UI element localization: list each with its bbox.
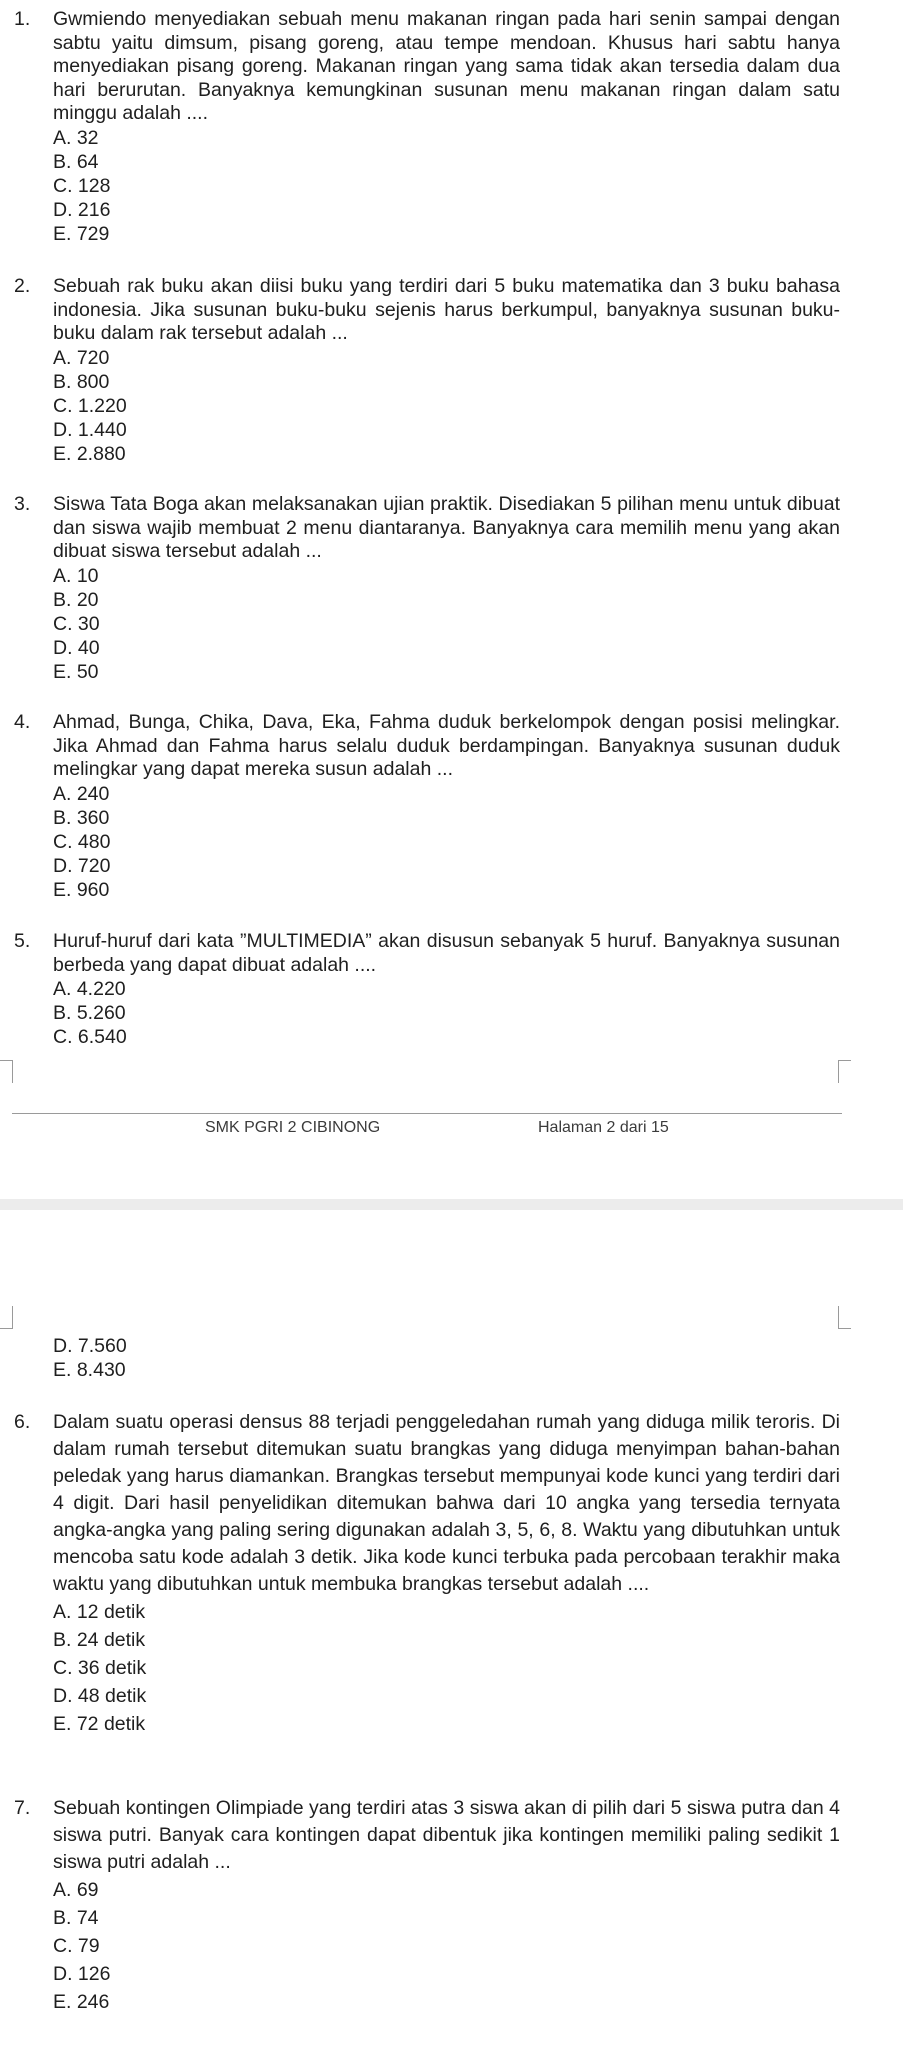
answer-options — [53, 126, 840, 246]
answer-options — [53, 1334, 840, 1382]
answer-option[interactable]: B. 5.260 — [53, 1002, 126, 1024]
answer-option[interactable]: C. 6.540 — [53, 1026, 127, 1048]
answer-option[interactable]: B. 24 detik — [53, 1629, 146, 1651]
footer-page-number: Halaman 2 dari 15 — [538, 1119, 669, 1136]
answer-option[interactable]: E. 8.430 — [53, 1359, 126, 1381]
question-number: 5. — [14, 930, 31, 952]
answer-option[interactable]: C. 128 — [53, 174, 111, 197]
answer-option[interactable]: D. 126 — [53, 1963, 111, 1985]
question-4 — [14, 711, 840, 902]
answer-option[interactable]: D. 7.560 — [53, 1335, 127, 1357]
question-2 — [14, 275, 840, 466]
question-6 — [14, 1409, 840, 1738]
answer-option[interactable]: A. 10 — [53, 564, 99, 587]
answer-option[interactable]: D. 216 — [53, 198, 111, 221]
question-3 — [14, 493, 840, 684]
document-page-2 — [0, 1210, 903, 2045]
answer-option[interactable]: A. 720 — [53, 346, 110, 369]
answer-option[interactable]: A. 69 — [53, 1879, 99, 1901]
margin-corner-mark — [838, 1306, 851, 1329]
answer-option[interactable]: C. 1.220 — [53, 394, 127, 417]
question-5-continued — [14, 1334, 840, 1382]
answer-option[interactable]: C. 36 detik — [53, 1657, 147, 1679]
answer-option[interactable]: C. 480 — [53, 830, 111, 853]
answer-option[interactable]: A. 240 — [53, 782, 110, 805]
question-number: 1. — [14, 8, 31, 30]
answer-option[interactable]: A. 4.220 — [53, 978, 126, 1000]
answer-option[interactable]: D. 48 detik — [53, 1685, 147, 1707]
answer-option[interactable]: B. 360 — [53, 806, 110, 829]
question-text: Huruf-huruf dari kata ”MULTIMEDIA” akan disusun sebanyak 5 huruf. Banyaknya susunan berbeda yang dapat dibuat adalah .... — [53, 930, 840, 976]
footer-divider — [12, 1113, 842, 1114]
answer-option[interactable]: E. 729 — [53, 222, 110, 245]
answer-option[interactable]: E. 50 — [53, 660, 99, 683]
question-number: 6. — [14, 1411, 31, 1433]
question-7 — [14, 1795, 840, 2016]
answer-option[interactable]: B. 64 — [53, 150, 99, 173]
margin-corner-mark — [0, 1060, 13, 1083]
question-5 — [14, 930, 840, 1049]
answer-option[interactable]: D. 720 — [53, 854, 111, 877]
question-text: Sebuah rak buku akan diisi buku yang terdiri dari 5 buku matematika dan 3 buku bahasa indonesia. Jika susunan buku-buku sejenis harus berkumpul, banyaknya susunan buku-buku dalam rak tersebut adalah ... — [53, 275, 840, 344]
answer-option[interactable]: B. 20 — [53, 588, 99, 611]
answer-option[interactable]: D. 1.440 — [53, 418, 127, 441]
answer-option[interactable]: B. 800 — [53, 370, 110, 393]
answer-option[interactable]: E. 2.880 — [53, 442, 126, 465]
margin-corner-mark — [838, 1060, 851, 1083]
page-separator — [0, 1199, 903, 1210]
answer-options — [53, 346, 840, 466]
answer-option[interactable]: A. 12 detik — [53, 1601, 146, 1623]
answer-option[interactable]: A. 32 — [53, 126, 99, 149]
answer-option[interactable]: E. 960 — [53, 878, 110, 901]
answer-option[interactable]: B. 74 — [53, 1907, 99, 1929]
question-text: Sebuah kontingen Olimpiade yang terdiri atas 3 siswa akan di pilih dari 5 siswa putra dan 4 siswa putri. Banyak cara kontingen dapat dibentuk jika kontingen memiliki paling sedikit 1 siswa putri adalah ... — [53, 1797, 840, 1873]
question-number: 3. — [14, 493, 31, 515]
margin-corner-mark — [0, 1306, 13, 1329]
answer-option[interactable]: E. 72 detik — [53, 1713, 146, 1735]
answer-option[interactable]: C. 79 — [53, 1935, 100, 1957]
question-number: 7. — [14, 1797, 31, 1819]
answer-options — [53, 564, 840, 684]
question-text: Gwmiendo menyediakan sebuah menu makanan ringan pada hari senin sampai dengan sabtu yaitu dimsum, pisang goreng, atau tempe mendoan. Khusus hari sabtu hanya menyediakan pisang goreng. Makanan ringan yang sama tidak akan tersedia dalam dua hari berurutan. Banyaknya kemungkinan susunan menu makanan ringan dalam satu minggu adalah .... — [53, 8, 840, 124]
footer-school-name: SMK PGRI 2 CIBINONG — [205, 1119, 381, 1136]
answer-options — [53, 1876, 840, 2016]
question-number: 4. — [14, 711, 31, 733]
answer-options — [53, 1598, 840, 1738]
answer-option[interactable]: C. 30 — [53, 612, 100, 635]
question-text: Dalam suatu operasi densus 88 terjadi penggeledahan rumah yang diduga milik teroris. Di dalam rumah tersebut ditemukan suatu brangkas yang diduga menyimpan bahan-bahan peledak yang harus diamankan. Brangkas tersebut mempunyai kode kunci yang terdiri dari 4 digit. Dari hasil penyelidikan ditemukan bahwa dari 10 angka yang tersedia ternyata angka-angka yang paling sering digunakan adalah 3, 5, 6, 8. Waktu yang dibutuhkan untuk mencoba satu kode adalah 3 detik. Jika kode kunci terbuka pada percobaan terakhir maka waktu yang dibutuhkan untuk membuka brangkas tersebut adalah .... — [53, 1411, 840, 1595]
answer-option[interactable]: D. 40 — [53, 636, 100, 659]
answer-option[interactable]: E. 246 — [53, 1991, 110, 2013]
question-number: 2. — [14, 275, 31, 297]
question-text: Ahmad, Bunga, Chika, Dava, Eka, Fahma duduk berkelompok dengan posisi melingkar. Jika Ahmad dan Fahma harus selalu duduk berdampingan. Banyaknya susunan duduk melingkar yang dapat mereka susun adalah ... — [53, 711, 840, 780]
question-1 — [14, 8, 840, 246]
answer-options — [53, 977, 840, 1049]
question-text: Siswa Tata Boga akan melaksanakan ujian praktik. Disediakan 5 pilihan menu untuk dibuat dan siswa wajib membuat 2 menu diantaranya. Banyaknya cara memilih menu yang akan dibuat siswa tersebut adalah ... — [53, 493, 840, 562]
answer-options — [53, 782, 840, 902]
